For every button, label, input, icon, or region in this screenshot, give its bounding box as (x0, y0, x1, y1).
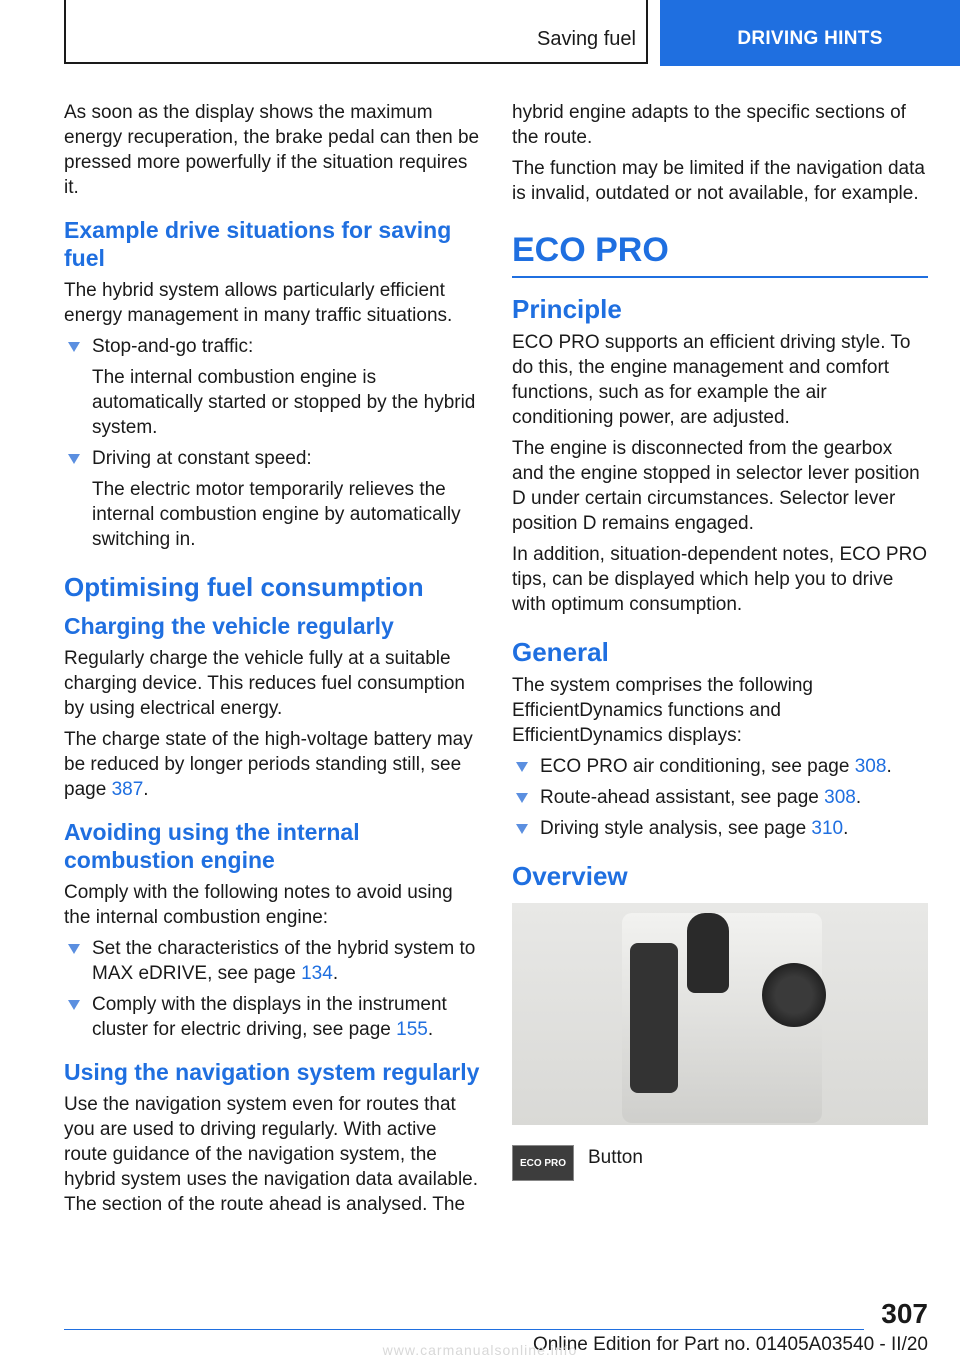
list-item (64, 446, 480, 552)
avoiding-list (64, 936, 480, 1042)
limited-paragraph: The function may be limited if the navigation data is invalid, outdated or not available, for example. (512, 158, 925, 204)
heading-principle: Principle (512, 294, 622, 324)
avoiding-paragraph: Comply with the following notes to avoid using the internal combustion engine: (64, 882, 453, 928)
bullet-triangle-icon (516, 793, 528, 803)
charging-paragraph-2: The charge state of the high-voltage battery may be reduced by longer periods standing still, see page 387. (64, 729, 473, 800)
chapter-tab: DRIVING HINTS (660, 0, 960, 66)
principle-paragraph-3: In addition, situation-dependent notes, ECO PRO tips, can be displayed which help you to drive with optimum consumption. (512, 544, 928, 615)
button-legend (512, 1145, 928, 1181)
general-paragraph: The system comprises the following EfficientDynamics functions and EfficientDynamics displays: (512, 675, 813, 746)
heading-navigation: Using the navigation system regularly (64, 1059, 480, 1085)
charging-paragraph-1: Regularly charge the vehicle fully at a suitable charging device. This reduces fuel consumption by using electrical energy. (64, 648, 465, 719)
list-item: Driving style analysis, see page 310. (512, 816, 928, 841)
heading-general: General (512, 637, 609, 667)
list-item-text: Driving style analysis, see page (540, 818, 807, 839)
button-legend-label: Button (588, 1147, 643, 1168)
page-link[interactable]: 155 (396, 1019, 428, 1040)
section-title: Saving fuel (537, 28, 636, 50)
heading-charging: Charging the vehicle regularly (64, 613, 394, 639)
principle-paragraph-2: The engine is disconnected from the gearbox and the engine stopped in selector lever position D under certain circumstances. Selector lever position D remains engaged. (512, 438, 920, 534)
list-item: ECO PRO air conditioning, see page 308. (512, 754, 928, 779)
list-item: Route-ahead assistant, see page 308. (512, 785, 928, 810)
example-paragraph: The hybrid system allows particularly efficient energy management in many traffic situations. (64, 280, 453, 326)
heading-overview: Overview (512, 861, 628, 891)
center-console-photo (512, 903, 928, 1125)
list-item-head: Stop-and-go traffic: (92, 336, 254, 357)
bullet-triangle-icon (516, 824, 528, 834)
button-panel-shape (630, 943, 678, 1093)
right-column (512, 100, 928, 1181)
list-item-body: The internal combustion engine is automatically started or stopped by the hybrid system. (92, 367, 476, 438)
edition-note: Online Edition for Part no. 01405A03540 - II/20 (532, 1334, 928, 1355)
heading-optimising: Optimising fuel consumption (64, 572, 424, 602)
intro-paragraph: As soon as the display shows the maximum energy recuperation, the brake pedal can then be pressed more powerfully if the situation requires it. (64, 102, 480, 198)
charging-text: The charge state of the high-voltage battery may be reduced by longer periods standing still, see page (64, 729, 473, 800)
list-item-text: Set the characteristics of the hybrid system to MAX eDRIVE, see page (92, 938, 476, 984)
general-list (512, 754, 928, 841)
bullet-triangle-icon (68, 944, 80, 954)
continued-paragraph: hybrid engine adapts to the specific sections of the route. (512, 102, 906, 148)
list-item: Set the characteristics of the hybrid system to MAX eDRIVE, see page 134. (64, 936, 480, 986)
bullet-triangle-icon (68, 454, 80, 464)
list-item-text: Route-ahead assistant, see page (540, 787, 819, 808)
eco-pro-button-icon: ECO PRO (512, 1145, 574, 1181)
principle-paragraph-1: ECO PRO supports an efficient driving style. To do this, the engine management and comfort functions, such as for example the air conditioning power, are adjusted. (512, 332, 911, 428)
page-link[interactable]: 387 (111, 779, 144, 800)
example-list (64, 334, 480, 552)
page-link[interactable]: 134 (301, 963, 333, 984)
list-item-body: The electric motor temporarily relieves the internal combustion engine by automatically switching in. (92, 479, 461, 550)
heading-example-drive: Example drive situations for saving fuel (64, 217, 452, 271)
navigation-paragraph: Use the navigation system even for routes that you are used to driving regularly. With active route guidance of the navigation system, the hybrid system uses the navigation data available. The section of the route ahead is analysed. The (64, 1094, 479, 1215)
page-link[interactable]: 310 (811, 818, 844, 839)
footer-divider (64, 1329, 864, 1330)
list-item (64, 334, 480, 440)
list-item-text: Comply with the displays in the instrument cluster for electric driving, see page (92, 994, 447, 1040)
list-item-head: Driving at constant speed: (92, 448, 312, 469)
watermark: www.carmanualsonline.info (382, 1342, 578, 1358)
page-number: 307 (881, 1298, 928, 1329)
list-item-text: ECO PRO air conditioning, see page (540, 756, 850, 777)
left-column (64, 100, 480, 1223)
page-link[interactable]: 308 (854, 756, 887, 777)
list-item: Comply with the displays in the instrument cluster for electric driving, see page 155. (64, 992, 480, 1042)
heading-eco-pro: ECO PRO (512, 230, 928, 278)
idrive-knob-shape (762, 963, 826, 1027)
bullet-triangle-icon (516, 762, 528, 772)
bullet-triangle-icon (68, 342, 80, 352)
page-link[interactable]: 308 (824, 787, 856, 808)
gear-selector-shape (687, 913, 729, 993)
heading-avoiding: Avoiding using the internal combustion engine (64, 819, 360, 873)
bullet-triangle-icon (68, 1000, 80, 1010)
